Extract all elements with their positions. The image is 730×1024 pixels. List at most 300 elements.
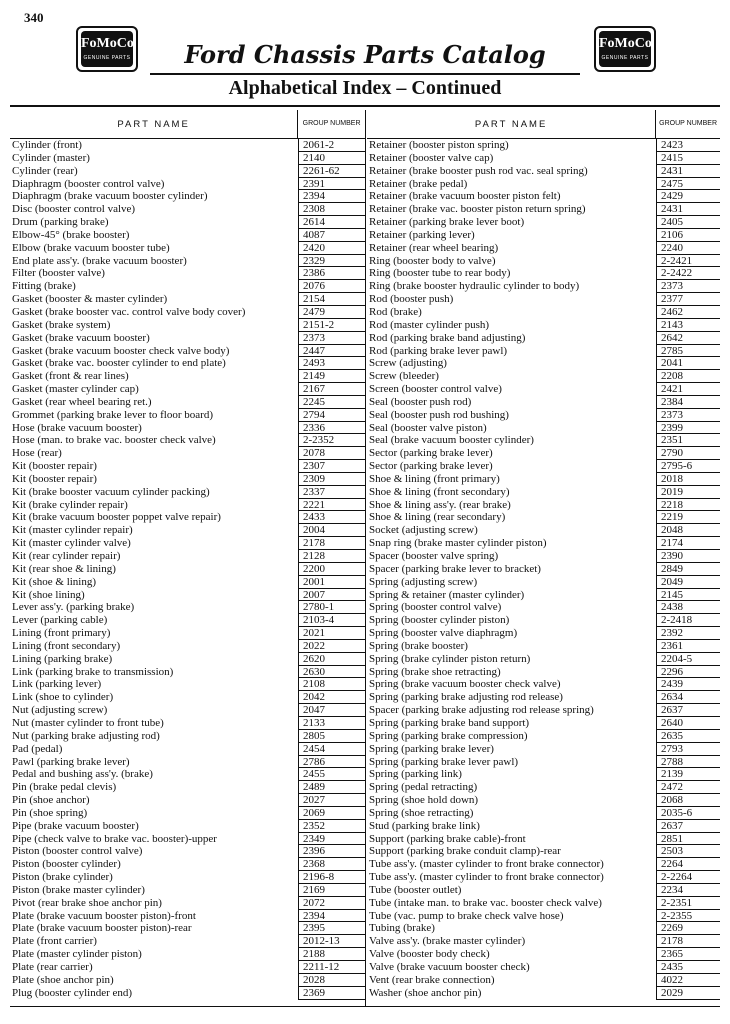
index-row: [10, 345, 365, 358]
group-number: 2-2264: [656, 871, 720, 884]
part-name: Retainer (rear wheel bearing): [369, 241, 499, 254]
group-number-header: GROUP NUMBER: [297, 110, 365, 138]
index-row: [10, 319, 365, 332]
group-number: 2178: [298, 537, 365, 550]
group-number: 4087: [298, 229, 365, 242]
group-number: 2047: [298, 704, 365, 717]
index-row: [367, 627, 720, 640]
part-name: Screen (booster control valve): [369, 383, 502, 396]
group-number: 2785: [656, 345, 720, 358]
part-name: Spring (parking link): [369, 768, 462, 781]
group-number: 2143: [656, 319, 720, 332]
group-number: 2218: [656, 499, 720, 512]
part-name: Piston (brake cylinder): [12, 871, 113, 884]
group-number: 2429: [656, 190, 720, 203]
part-name: Rod (booster push): [369, 293, 454, 306]
group-number: 2261-62: [298, 165, 365, 178]
part-name: Gasket (brake vacuum booster check valve body): [12, 344, 230, 357]
index-row: [367, 743, 720, 756]
part-name: Kit (brake vacuum booster poppet valve repair): [12, 511, 221, 524]
index-row: [367, 139, 720, 152]
group-number: 2431: [656, 203, 720, 216]
part-name: Pin (brake pedal clevis): [12, 781, 117, 794]
group-number: 2041: [656, 357, 720, 370]
index-row: [367, 589, 720, 602]
group-number: 2133: [298, 717, 365, 730]
index-row: [367, 858, 720, 871]
part-name: Lining (front primary): [12, 627, 111, 640]
index-row: [367, 396, 720, 409]
group-number: 2794: [298, 409, 365, 422]
catalog-title: Ford Chassis Parts Catalog: [184, 40, 546, 69]
part-name: Link (parking brake to transmission): [12, 665, 174, 678]
part-name: Elbow-45° (brake booster): [12, 228, 130, 241]
index-row: [10, 203, 365, 216]
index-row: [367, 447, 720, 460]
index-row: [367, 640, 720, 653]
part-name: Retainer (booster piston spring): [369, 139, 509, 151]
part-name: Spacer (parking brake adjusting rod release spring): [369, 704, 594, 717]
group-number: 2337: [298, 486, 365, 499]
index-row: [10, 165, 365, 178]
index-row: [367, 563, 720, 576]
index-row: [367, 229, 720, 242]
index-row: [10, 653, 365, 666]
group-number: 2454: [298, 743, 365, 756]
right-index-rows: [367, 139, 720, 1000]
part-name: Plate (shoe anchor pin): [12, 973, 114, 986]
group-number: 2029: [656, 987, 720, 1000]
part-name: Seal (booster push rod): [369, 395, 472, 408]
part-name: Socket (adjusting screw): [369, 524, 478, 537]
index-row: [367, 267, 720, 280]
index-row: [367, 910, 720, 923]
group-number: 2149: [298, 370, 365, 383]
group-number: 2007: [298, 589, 365, 602]
group-number: 2245: [298, 396, 365, 409]
group-number: 2012-13: [298, 935, 365, 948]
group-number: 2-2352: [298, 434, 365, 447]
part-name: Spring (brake vacuum booster check valve): [369, 678, 561, 691]
group-number: 2614: [298, 216, 365, 229]
index-row: [10, 987, 365, 1000]
group-number: 2027: [298, 794, 365, 807]
index-row: [10, 807, 365, 820]
group-number: 2620: [298, 653, 365, 666]
group-number: 2103-4: [298, 614, 365, 627]
index-row: [367, 511, 720, 524]
index-row: [10, 961, 365, 974]
group-number: 2-2421: [656, 255, 720, 268]
index-row: [367, 948, 720, 961]
index-row: [10, 370, 365, 383]
part-name: Screw (bleeder): [369, 370, 439, 383]
part-name: Plate (front carrier): [12, 935, 97, 948]
part-name: Spring (parking brake compression): [369, 729, 528, 742]
part-name: Plate (brake vacuum booster piston)-rear: [12, 922, 192, 935]
part-name: Pin (shoe spring): [12, 806, 88, 819]
part-name: Ring (brake booster hydraulic cylinder to body): [369, 280, 580, 293]
group-number: 2178: [656, 935, 720, 948]
group-number: 2373: [656, 409, 720, 422]
index-row: [10, 871, 365, 884]
index-row: [10, 422, 365, 435]
title-underline: [150, 73, 580, 75]
part-name: Link (parking lever): [12, 678, 102, 691]
part-name: Shoe & lining (rear secondary): [369, 511, 506, 524]
index-row: [10, 974, 365, 987]
index-row: [367, 345, 720, 358]
group-number: 2219: [656, 511, 720, 524]
index-row: [367, 319, 720, 332]
group-number: 2399: [656, 422, 720, 435]
index-row: [367, 833, 720, 846]
index-row: [10, 460, 365, 473]
group-number: 2368: [298, 858, 365, 871]
index-row: [10, 242, 365, 255]
index-row: [367, 152, 720, 165]
part-name: Cylinder (master): [12, 151, 90, 164]
part-name: Tube ass'y. (master cylinder to front brake connector): [369, 858, 604, 871]
group-number: 2373: [298, 332, 365, 345]
page-subtitle: Alphabetical Index – Continued: [228, 77, 502, 99]
part-name: Kit (master cylinder repair): [12, 524, 133, 537]
index-row: [367, 653, 720, 666]
part-name: Spring (booster control valve): [369, 601, 502, 614]
part-name: Stud (parking brake link): [369, 819, 480, 832]
group-number: 2351: [656, 434, 720, 447]
part-name: Kit (brake booster vacuum cylinder packing): [12, 485, 210, 498]
index-row: [10, 589, 365, 602]
index-row: [10, 255, 365, 268]
index-row: [367, 486, 720, 499]
part-name: Piston (booster control valve): [12, 845, 143, 858]
group-number: 2068: [656, 794, 720, 807]
group-number: 2035-6: [656, 807, 720, 820]
part-name: Pipe (brake vacuum booster): [12, 819, 139, 832]
index-row: [367, 306, 720, 319]
group-number: 2174: [656, 537, 720, 550]
group-number-header: GROUP NUMBER: [655, 110, 720, 138]
group-number: 2795-6: [656, 460, 720, 473]
part-name: Rod (brake): [369, 305, 422, 318]
part-name: Cylinder (front): [12, 139, 82, 151]
part-name: Piston (booster cylinder): [12, 858, 121, 871]
index-row: [10, 563, 365, 576]
index-row: [10, 833, 365, 846]
part-name: Spring (booster cylinder piston): [369, 614, 510, 627]
logo-brand: FoMoCo: [81, 36, 134, 51]
part-name: Gasket (booster & master cylinder): [12, 293, 168, 306]
part-name: Rod (parking brake lever pawl): [369, 344, 508, 357]
part-name: Spring (parking brake lever): [369, 742, 494, 755]
group-number: 2373: [656, 280, 720, 293]
group-number: 2021: [298, 627, 365, 640]
bottom-rule: [10, 1006, 720, 1007]
index-row: [10, 948, 365, 961]
group-number: 2211-12: [298, 961, 365, 974]
part-name: Pawl (parking brake lever): [12, 755, 130, 768]
logo-sub: GENUINE PARTS: [83, 55, 131, 61]
part-name: Fitting (brake): [12, 280, 76, 293]
part-name: Shoe & lining (front secondary): [369, 485, 510, 498]
part-name: Lever (parking cable): [12, 614, 108, 627]
left-index-rows: [10, 139, 365, 1000]
part-name: Tube (intake man. to brake vac. booster check valve): [369, 896, 602, 909]
part-name: Support (parking brake conduit clamp)-rear: [369, 845, 561, 858]
group-number: 2394: [298, 190, 365, 203]
index-row: [10, 139, 365, 152]
group-number: 2475: [656, 178, 720, 191]
part-name: Diaphragm (brake vacuum booster cylinder): [12, 190, 208, 203]
group-number: 2405: [656, 216, 720, 229]
page-number: 340: [24, 10, 44, 25]
index-row: [10, 216, 365, 229]
part-name: Spacer (parking brake lever to bracket): [369, 562, 541, 575]
index-row: [10, 178, 365, 191]
index-row: [367, 601, 720, 614]
part-name: Gasket (master cylinder cap): [12, 383, 139, 396]
group-number: 2790: [656, 447, 720, 460]
index-row: [10, 434, 365, 447]
index-row: [367, 717, 720, 730]
group-number: 2352: [298, 820, 365, 833]
part-name: Plate (rear carrier): [12, 961, 93, 973]
index-row: [367, 473, 720, 486]
part-name: Tube (vac. pump to brake check valve hose): [369, 909, 564, 922]
part-name: Ring (booster tube to rear body): [369, 267, 511, 280]
group-number: 2169: [298, 884, 365, 897]
part-name: Spring (brake cylinder piston return): [369, 652, 531, 665]
part-name: Pipe (check valve to brake vac. booster)-upper: [12, 832, 217, 845]
index-row: [367, 357, 720, 370]
group-number: 2076: [298, 280, 365, 293]
group-number: 2028: [298, 974, 365, 987]
group-number: 2391: [298, 178, 365, 191]
group-number: 2069: [298, 807, 365, 820]
index-row: [367, 666, 720, 679]
group-number: 2438: [656, 601, 720, 614]
part-name: Retainer (booster valve cap): [369, 151, 494, 164]
part-name: Gasket (brake vacuum booster): [12, 331, 150, 344]
part-name: Spring (parking brake band support): [369, 716, 530, 729]
group-number: 2049: [656, 576, 720, 589]
part-name: Nut (adjusting screw): [12, 704, 108, 717]
index-row: [10, 614, 365, 627]
index-row: [367, 422, 720, 435]
part-name: Rod (master cylinder push): [369, 318, 490, 331]
part-name: Pivot (rear brake shoe anchor pin): [12, 896, 162, 909]
index-row: [10, 678, 365, 691]
part-name: Kit (rear cylinder repair): [12, 550, 121, 562]
part-name: Pedal and bushing ass'y. (brake): [12, 768, 153, 781]
group-number: 2642: [656, 332, 720, 345]
group-number: 2635: [656, 730, 720, 743]
index-row: [367, 691, 720, 704]
index-row: [10, 306, 365, 319]
part-name: Shoe & lining ass'y. (rear brake): [369, 498, 511, 511]
group-number: 2447: [298, 345, 365, 358]
index-row: [367, 922, 720, 935]
part-name: Ring (booster body to valve): [369, 254, 496, 267]
part-name: Spring (brake booster): [369, 639, 468, 652]
part-name: Piston (brake master cylinder): [12, 883, 145, 896]
index-row: [367, 165, 720, 178]
part-name-header: PART NAME: [117, 118, 190, 130]
group-number: 2369: [298, 987, 365, 1000]
group-number: 2786: [298, 756, 365, 769]
part-name: Spacer (booster valve spring): [369, 550, 499, 562]
index-row: [10, 935, 365, 948]
index-row: [10, 293, 365, 306]
index-row: [10, 267, 365, 280]
index-row: [10, 473, 365, 486]
group-number: 2805: [298, 730, 365, 743]
group-number: 2396: [298, 845, 365, 858]
index-row: [10, 845, 365, 858]
group-number: 2240: [656, 242, 720, 255]
part-name: Spring (adjusting screw): [369, 575, 478, 588]
index-row: [367, 614, 720, 627]
index-row: [10, 781, 365, 794]
group-number: 2793: [656, 743, 720, 756]
group-number: 2151-2: [298, 319, 365, 332]
part-name: Retainer (parking brake lever boot): [369, 216, 525, 229]
part-name: Drum (parking brake): [12, 216, 109, 229]
group-number: 2395: [298, 922, 365, 935]
index-row: [10, 910, 365, 923]
index-row: [367, 845, 720, 858]
group-number: 2004: [298, 524, 365, 537]
group-number: 2108: [298, 678, 365, 691]
index-row: [367, 935, 720, 948]
part-name: Seal (booster valve piston): [369, 421, 487, 434]
group-number: 2384: [656, 396, 720, 409]
group-number: 2234: [656, 884, 720, 897]
index-row: [10, 332, 365, 345]
part-name: Spring (pedal retracting): [369, 781, 478, 794]
group-number: 2221: [298, 499, 365, 512]
part-name: Pin (shoe anchor): [12, 794, 90, 807]
index-row: [367, 537, 720, 550]
group-number: 2640: [656, 717, 720, 730]
group-number: 2-2418: [656, 614, 720, 627]
index-row: [10, 280, 365, 293]
logo-brand: FoMoCo: [599, 36, 652, 51]
group-number: 2431: [656, 165, 720, 178]
group-number: 2329: [298, 255, 365, 268]
group-number: 2309: [298, 473, 365, 486]
part-name: Seal (brake vacuum booster cylinder): [369, 434, 534, 447]
index-row: [367, 576, 720, 589]
index-row: [10, 730, 365, 743]
part-name: Plate (master cylinder piston): [12, 948, 142, 961]
group-number: 2851: [656, 833, 720, 846]
part-name: Hose (brake vacuum booster): [12, 421, 142, 434]
group-number: 2307: [298, 460, 365, 473]
part-name: Gasket (brake booster vac. control valve body cover): [12, 305, 246, 318]
index-row: [10, 537, 365, 550]
group-number: 2072: [298, 897, 365, 910]
index-row: [367, 178, 720, 191]
part-name: Gasket (brake vac. booster cylinder to end plate): [12, 357, 226, 370]
part-name: Kit (booster repair): [12, 472, 97, 485]
index-row: [10, 409, 365, 422]
part-name: Sector (parking brake lever): [369, 460, 493, 473]
index-row: [10, 229, 365, 242]
group-number: 2634: [656, 691, 720, 704]
part-name: End plate ass'y. (brake vacuum booster): [12, 254, 187, 267]
part-name: Shoe & lining (front primary): [369, 472, 500, 485]
index-row: [367, 434, 720, 447]
group-number: 2637: [656, 704, 720, 717]
index-row: [367, 550, 720, 563]
group-number: 2423: [656, 139, 720, 152]
part-name: Lever ass'y. (parking brake): [12, 601, 135, 614]
group-number: 2394: [298, 910, 365, 923]
part-name: Vent (rear brake connection): [369, 973, 495, 986]
part-name: Rod (parking brake band adjusting): [369, 331, 526, 344]
index-row: [367, 409, 720, 422]
part-name: Link (shoe to cylinder): [12, 691, 114, 704]
group-number: 2-2351: [656, 897, 720, 910]
index-row: [367, 704, 720, 717]
group-number: 2264: [656, 858, 720, 871]
part-name: Support (parking brake cable)-front: [369, 832, 526, 845]
group-number: 2849: [656, 563, 720, 576]
index-row: [10, 691, 365, 704]
index-row: [367, 280, 720, 293]
part-name: Gasket (rear wheel bearing ret.): [12, 395, 152, 408]
group-number: 2-2422: [656, 267, 720, 280]
index-row: [367, 678, 720, 691]
part-name: Cylinder (rear): [12, 164, 78, 177]
group-number: 2365: [656, 948, 720, 961]
group-number: 2-2355: [656, 910, 720, 923]
group-number: 2145: [656, 589, 720, 602]
group-number: 2415: [656, 152, 720, 165]
index-row: [10, 717, 365, 730]
part-name: Nut (master cylinder to front tube): [12, 716, 164, 729]
part-name: Washer (shoe anchor pin): [369, 986, 482, 999]
index-row: [367, 794, 720, 807]
part-name: Spring (shoe retracting): [369, 806, 474, 819]
group-number: 2128: [298, 550, 365, 563]
index-row: [367, 242, 720, 255]
part-name-header: PART NAME: [474, 118, 548, 130]
part-name: Diaphragm (booster control valve): [12, 177, 165, 190]
group-number: 2154: [298, 293, 365, 306]
group-number: 2200: [298, 563, 365, 576]
index-row: [367, 781, 720, 794]
index-row: [367, 203, 720, 216]
group-number: 2472: [656, 781, 720, 794]
part-name: Retainer (brake vac. booster piston return spring): [369, 203, 586, 216]
part-name: Hose (man. to brake vac. booster check valve): [12, 434, 216, 447]
index-row: [10, 794, 365, 807]
part-name: Retainer (brake booster push rod vac. seal spring): [369, 164, 588, 177]
index-row: [367, 756, 720, 769]
group-number: 2390: [656, 550, 720, 563]
fomoco-logo: [594, 26, 656, 72]
group-number: 2420: [298, 242, 365, 255]
group-number: 2503: [656, 845, 720, 858]
part-name: Lining (parking brake): [12, 652, 113, 665]
group-number: 2022: [298, 640, 365, 653]
index-row: [10, 447, 365, 460]
group-number: 2462: [656, 306, 720, 319]
group-number: 2296: [656, 666, 720, 679]
